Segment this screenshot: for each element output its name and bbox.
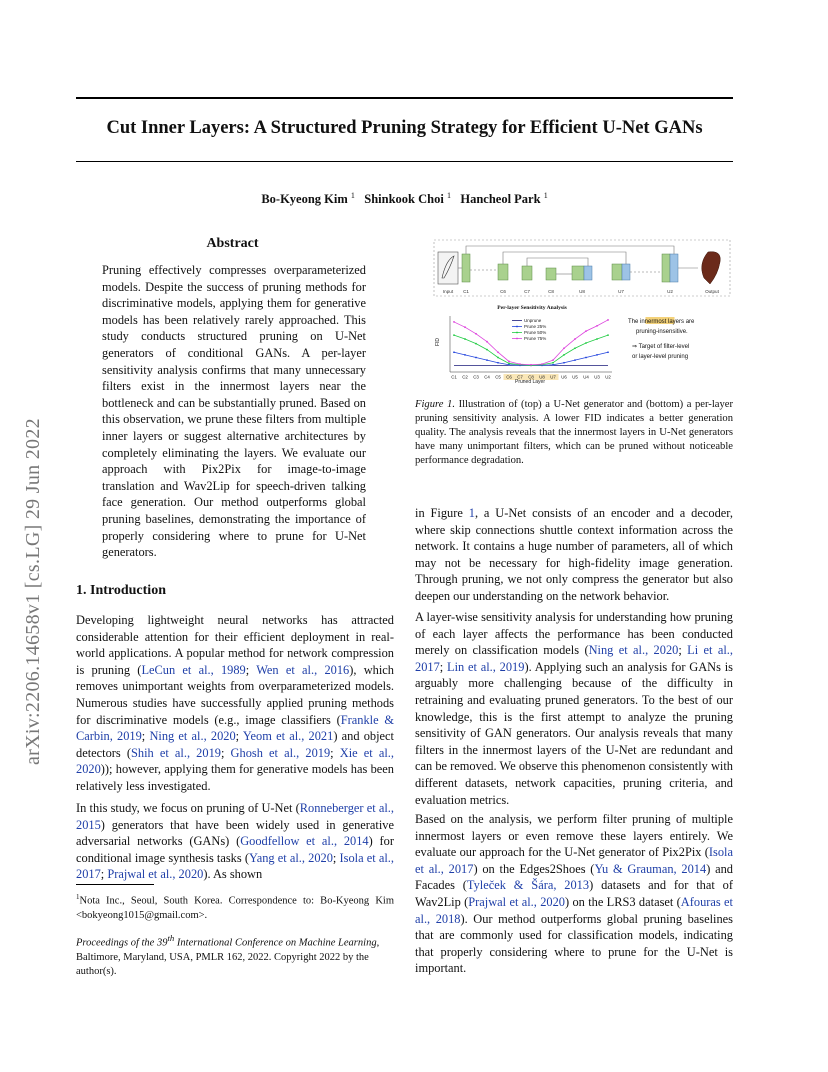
encoder-block-c1 [462,254,470,282]
citation-link[interactable]: Frankle & Carbin, 2019 [76,712,394,744]
top-rule [76,97,733,99]
unet-labels [443,289,720,294]
x-tick-label: C5 [495,374,501,380]
data-point [453,351,455,353]
citation-link[interactable]: Goodfellow et al., 2014 [240,834,369,849]
citation-link[interactable]: Isola et al., 2017 [76,850,394,882]
introduction-heading: 1. Introduction [76,583,166,598]
x-tick-label: C8 [528,374,534,380]
sensitivity-chart [435,316,612,385]
annotation-line-2: pruning-insensitive. [636,329,688,335]
data-point [486,349,488,351]
data-point [574,338,576,340]
data-point [563,354,565,356]
data-point [563,347,565,349]
author-list [76,191,733,207]
data-point [497,351,499,353]
annotation-line-4: or layer-level pruning [632,354,689,360]
citation-link[interactable]: LeCun et al., 1989 [141,662,246,677]
citation-link[interactable]: Yeom et al., 2021 [242,729,334,744]
footnote [76,890,394,923]
annotation-line-1: The innermost layers are [628,319,695,325]
data-point [585,342,587,344]
data-point [497,357,499,359]
legend-entry: Prune 50% [524,330,547,335]
arxiv-identifier: arXiv:2206.14658v1 [cs.LG] 29 Jun 2022 [22,418,44,765]
citation-link[interactable]: Yang et al., 2020 [248,850,333,865]
proceedings-rest: , Baltimore, Maryland, USA, PMLR 162, 2022. Copyright 2022 by the author(s). [76,937,380,977]
title-bottom-rule [76,161,733,162]
author-name: Shinkook Choi [364,192,444,207]
unet-label: U8 [579,289,585,294]
paper-title: Cut Inner Layers: A Structured Pruning Strategy for Efficient U-Net GANs [106,118,703,138]
x-tick-label: C6 [506,374,512,380]
legend-marker [516,338,518,340]
decoder-block-u8 [572,266,584,280]
x-tick-label: U8 [539,374,545,380]
author-affiliation-mark: 1 [446,191,451,200]
data-point [574,347,576,349]
citation-link[interactable]: Afouras et al., 2018 [415,894,733,926]
data-point [563,362,565,364]
data-point [519,363,521,365]
footnote-mark: 1 [76,893,80,901]
proceedings-prefix: Proceedings of the 39 [76,937,168,949]
data-point [453,334,455,336]
data-point [596,338,598,340]
decoder-block-u2-skip [670,254,678,282]
data-point [607,334,609,336]
data-point [541,363,543,365]
data-point [530,364,532,366]
author-name: Hancheol Park [460,192,541,207]
decoder-block-u2 [662,254,670,282]
data-point [508,361,510,363]
citation-link[interactable]: 1 [468,506,475,520]
citation-link[interactable]: Yu & Grauman, 2014 [594,861,707,876]
citation-link[interactable]: Wen et al., 2016 [256,662,350,677]
citation-link[interactable]: Ronneberger et al., 2015 [76,801,394,832]
legend-marker [516,332,518,334]
citation-link[interactable]: Ning et al., 2020 [588,643,679,658]
unet-label: C8 [548,289,554,294]
x-tick-label: U3 [594,374,600,380]
x-tick-label: U6 [561,374,567,380]
data-point [585,357,587,359]
data-point [497,362,499,364]
legend-entry: Prune 25% [524,324,547,329]
citation-link[interactable]: Xie et al., 2020 [76,745,394,777]
caption-label: Figure 1. [415,399,455,410]
data-point [596,354,598,356]
encoder-block-c7 [522,266,532,280]
data-point [486,341,488,343]
legend-entry: Prune 75% [524,336,547,341]
x-tick-label: C7 [517,374,523,380]
data-point [475,333,477,335]
encoder-block-c6 [498,264,508,280]
right-paragraph-1 [415,505,733,605]
data-point [475,357,477,359]
legend-marker [516,326,518,328]
series-line [454,352,608,365]
citation-link[interactable]: Ning et al., 2020 [149,729,236,744]
data-point [607,319,609,321]
footnote-rule [76,884,154,885]
proceedings-conference: International Conference on Machine Learning [174,937,377,949]
x-tick-label: C3 [473,374,479,380]
data-point [552,362,554,364]
decoder-block-u7 [612,264,622,280]
data-point [464,354,466,356]
x-axis-label: Pruned Layer [514,379,546,385]
footnote-text: Nota Inc., Seoul, South Korea. Correspondence to: Bo-Kyeong Kim <bokyeong1015@gmail.com>. [76,895,394,921]
figure-1 [432,238,732,386]
citation-link[interactable]: Tyleček & Šára, 2013 [466,878,590,893]
decoder-block-u8-skip [584,266,592,280]
unet-diagram [434,240,730,296]
caption-text: Illustration of (top) a U-Net generator and (bottom) a per-layer pruning sensitivity analysis. A lower FID indicates a better generation quality. The analysis reveals that the innermost layers in U-Net generators have many unimportant filters, which can be pruned without noticeable performance degradation. [415,399,733,466]
data-point [596,325,598,327]
citation-link[interactable]: Prajwal et al., 2020 [107,867,204,882]
x-tick-label: U4 [583,374,589,380]
x-tick-label: C2 [462,374,468,380]
annotation-line-3: ⇒ Target of filter-level [632,344,690,350]
figure-annotation [628,317,695,360]
paragraph-text: Developing lightweight neural networks has attracted considerable attention for their efficient deployment in real-world applications. A popular method for network compression is pruning (LeCun et al., 1989; Wen et al., 2016), which removes unimportant weights from overparameterized models. Numerous studies have successfully applied pruning methods for discriminative models (e.g., image classifiers (Frankle & Carbin, 2019; Ning et al., 2020; Yeom et al., 2021) and object detectors (Shih et al., 2019; Ghosh et al., 2019; Xie et al., 2020)); however, applying them for generative models has been relatively less investigated. [76,613,394,793]
intro-paragraph-1 [76,612,394,795]
proceedings-note [76,931,394,979]
proceedings-sup: th [167,933,175,943]
x-tick-label: U2 [605,374,611,380]
input-image [438,252,458,284]
unet-label: Output [705,289,719,294]
intro-paragraph-2 [76,800,394,883]
citation-link[interactable]: Li et al., 2017 [415,643,734,674]
figure-caption [415,398,733,468]
abstract-paragraph: Pruning effectively compresses overparameterized models. Despite the success of pruning methods for discriminative models, applying them for generative models has been relatively rarely approached. This study conducts structured pruning on U-Net generators of conditional GANs. A per-layer sensitivity analysis confirms that many unnecessary filters exist in the innermost layers near the bottleneck and can be substantially pruned. Based on this observation, we prune these filters from multiple inner layers or suggest alternative architectures by completely eliminating the layers. We evaluate our approach with Pix2Pix for image-to-image translation and Wav2Lip for speech-driven talking face generation. Our method outperforms global pruning baselines, demonstrating the importance of properly considering where to prune for U-Net generators. [102,263,366,560]
author-affiliation-mark: 1 [543,191,548,200]
data-point [508,363,510,365]
data-point [464,338,466,340]
y-axis-label: FID [435,337,441,347]
data-point [607,351,609,353]
data-point [453,321,455,323]
abstract-heading: Abstract [206,236,259,251]
citation-link[interactable]: Prajwal et al., 2020 [468,894,565,909]
x-tick-label: U5 [572,374,578,380]
paragraph-text: in Figure 1, a U-Net consists of an encoder and a decoder, where skip connections shuttle context information across the network. It contains a huge number of parameters, all of which may not be necessary for high-fidelity image generation. Through pruning, we not only compress the generator but also deepen our understanding on the network behavior. [415,506,733,603]
citation-link[interactable]: Ghosh et al., 2019 [230,745,331,760]
citation-link[interactable]: Shih et al., 2019 [130,745,221,760]
unet-label: Input [442,289,454,294]
output-image [702,252,721,284]
data-point [486,359,488,361]
citation-link[interactable]: Lin et al., 2019 [447,659,525,674]
data-point [574,359,576,361]
citation-link[interactable]: Isola et al., 2017 [415,845,733,876]
unet-label: C6 [500,289,506,294]
chart-legend [512,318,546,341]
right-paragraph-3 [415,811,733,977]
unet-label: U2 [667,289,673,294]
abstract-text [102,262,366,561]
x-tick-label: C4 [484,374,490,380]
unet-label: C1 [463,289,469,294]
legend-entry: Unprune [524,318,542,323]
encoder-block-c8 [546,268,556,280]
author-name: Bo-Kyeong Kim [261,192,348,207]
data-point [464,326,466,328]
x-tick-label: C1 [451,374,457,380]
chart-title: Per-layer Sensitivity Analysis [497,305,567,311]
data-point [585,330,587,332]
paragraph-text: In this study, we focus on pruning of U-Net (Ronneberger et al., 2015) generators that have been widely used in generative adversarial networks (GANs) (Goodfellow et al., 2014) for conditional image synthesis tasks (Yang et al., 2020; Isola et al., 2017; Prajwal et al., 2020). As shown [76,801,395,882]
unet-label: U7 [618,289,624,294]
data-point [552,359,554,361]
paragraph-text: A layer-wise sensitivity analysis for understanding how pruning of each layer affects the performance has been conducted merely on classification models (Ning et al., 2020; Li et al., 2017; Lin et al., 2019). Applying such an analysis for GANs is arguably more challenging because of the difficulty in retraining and evaluating pruned generators. To the best of our knowledge, this is the first attempt to analyze the pruning sensitivity of GAN generators. Our analysis reveals that many filters in the innermost layers of the U-Net are redundant and can be removed. We observe this phenomenon consistently with different datasets, network capacities, pruning criteria, and evaluation metrics. [415,610,734,807]
data-point [552,364,554,366]
right-paragraph-2 [415,609,733,808]
data-point [475,343,477,345]
decoder-block-u7-skip [622,264,630,280]
unet-label: C7 [524,289,530,294]
paragraph-text: Based on the analysis, we perform filter pruning of multiple innermost layers or even remove these layers entirely. We evaluate our approach for the U-Net generator of Pix2Pix (Isola et al., 2017) on the Edges2Shoes (Yu & Grauman, 2014) and Facades (Tyleček & Šára, 2013) datasets and for that of Wav2Lip (Prajwal et al., 2020) on the LRS3 dataset (Afouras et al., 2018). Our method outperforms global pruning baselines that are commonly used for classification models, indicating that properly considering where to prune for the U-Net is important. [415,812,733,976]
author-affiliation-mark: 1 [350,191,355,200]
x-tick-label: U7 [550,374,556,380]
